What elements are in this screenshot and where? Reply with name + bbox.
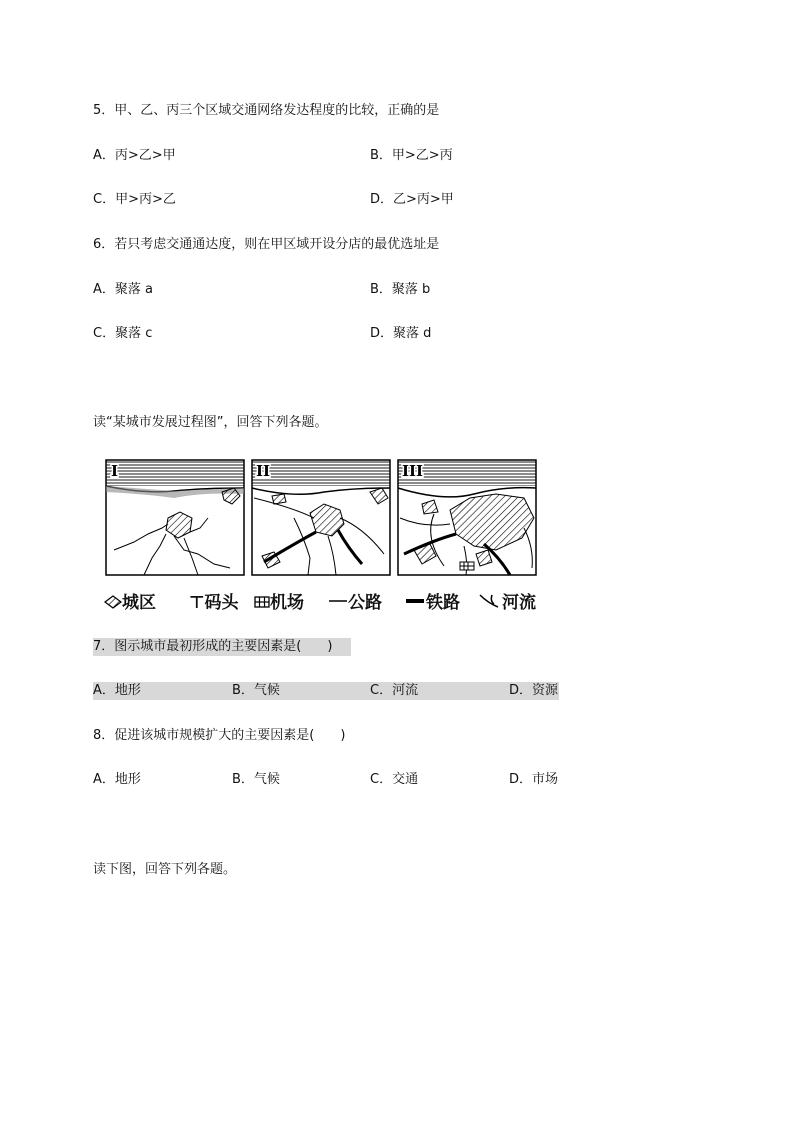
legend-label-river: 河流	[502, 593, 536, 613]
legend-highway	[328, 588, 382, 613]
question-7-option-d: D．资源	[509, 683, 559, 698]
legend-label-airport: 机场	[270, 593, 304, 613]
question-7-option-b: B．气候	[232, 683, 280, 698]
reading-intro-next-figure: 读下图，回答下列各题。	[93, 862, 237, 877]
legend-label-wharf: 码头	[204, 593, 239, 613]
question-6-option-d: D．聚落 d	[370, 326, 432, 341]
airport-icon	[460, 562, 474, 570]
airport-legend-icon	[254, 596, 270, 608]
svg-text:III: III	[402, 462, 424, 480]
question-6-stem: 6．若只考虑交通通达度，则在甲区域开设分店的最优选址是	[93, 237, 440, 252]
svg-text:II: II	[256, 462, 271, 480]
question-6-option-c: C．聚落 c	[93, 326, 153, 341]
panel-2-map	[252, 460, 390, 575]
urban-area-icon	[104, 595, 122, 609]
question-7-option-a: A．地形	[93, 683, 141, 698]
legend-airport	[254, 588, 304, 613]
question-7-option-c: C．河流	[370, 683, 419, 698]
panel-1-map	[106, 460, 244, 575]
legend-label-highway: 公路	[348, 593, 382, 613]
reading-intro-city-development: 读“某城市发展过程图”，回答下列各题。	[93, 415, 328, 430]
question-8-option-c: C．交通	[370, 772, 419, 787]
question-5-option-c: C．甲>丙>乙	[93, 192, 176, 207]
question-5-stem: 5．甲、乙、丙三个区域交通网络发达程度的比较，正确的是	[93, 103, 440, 118]
question-5-option-a: A．丙>乙>甲	[93, 148, 176, 163]
question-7-stem: 7．图示城市最初形成的主要因素是( )	[93, 638, 351, 656]
question-8-option-d: D．市场	[509, 772, 559, 787]
legend-wharf	[189, 588, 239, 613]
question-5-option-d: D．乙>丙>甲	[370, 192, 454, 207]
legend-urban-area	[104, 588, 156, 613]
legend-label-railway: 铁路	[426, 593, 460, 613]
question-8-stem: 8．促进该城市规模扩大的主要因素是( )	[93, 728, 346, 743]
highway-icon	[328, 595, 348, 607]
question-6-option-a: A．聚落 a	[93, 282, 153, 297]
wharf-icon: ⊤	[189, 593, 205, 613]
question-6-option-b: B．聚落 b	[370, 282, 431, 297]
panel-3-map	[398, 460, 536, 575]
legend-railway	[404, 588, 460, 613]
legend-label-urban-area: 城区	[122, 593, 156, 613]
legend-river	[478, 588, 536, 613]
question-5-option-b: B．甲>乙>丙	[370, 148, 453, 163]
railway-icon	[404, 595, 426, 607]
river-icon	[478, 593, 502, 609]
question-8-option-b: B．气候	[232, 772, 280, 787]
svg-text:I: I	[111, 462, 119, 480]
question-7-options-highlight	[93, 682, 559, 700]
question-8-option-a: A．地形	[93, 772, 141, 787]
